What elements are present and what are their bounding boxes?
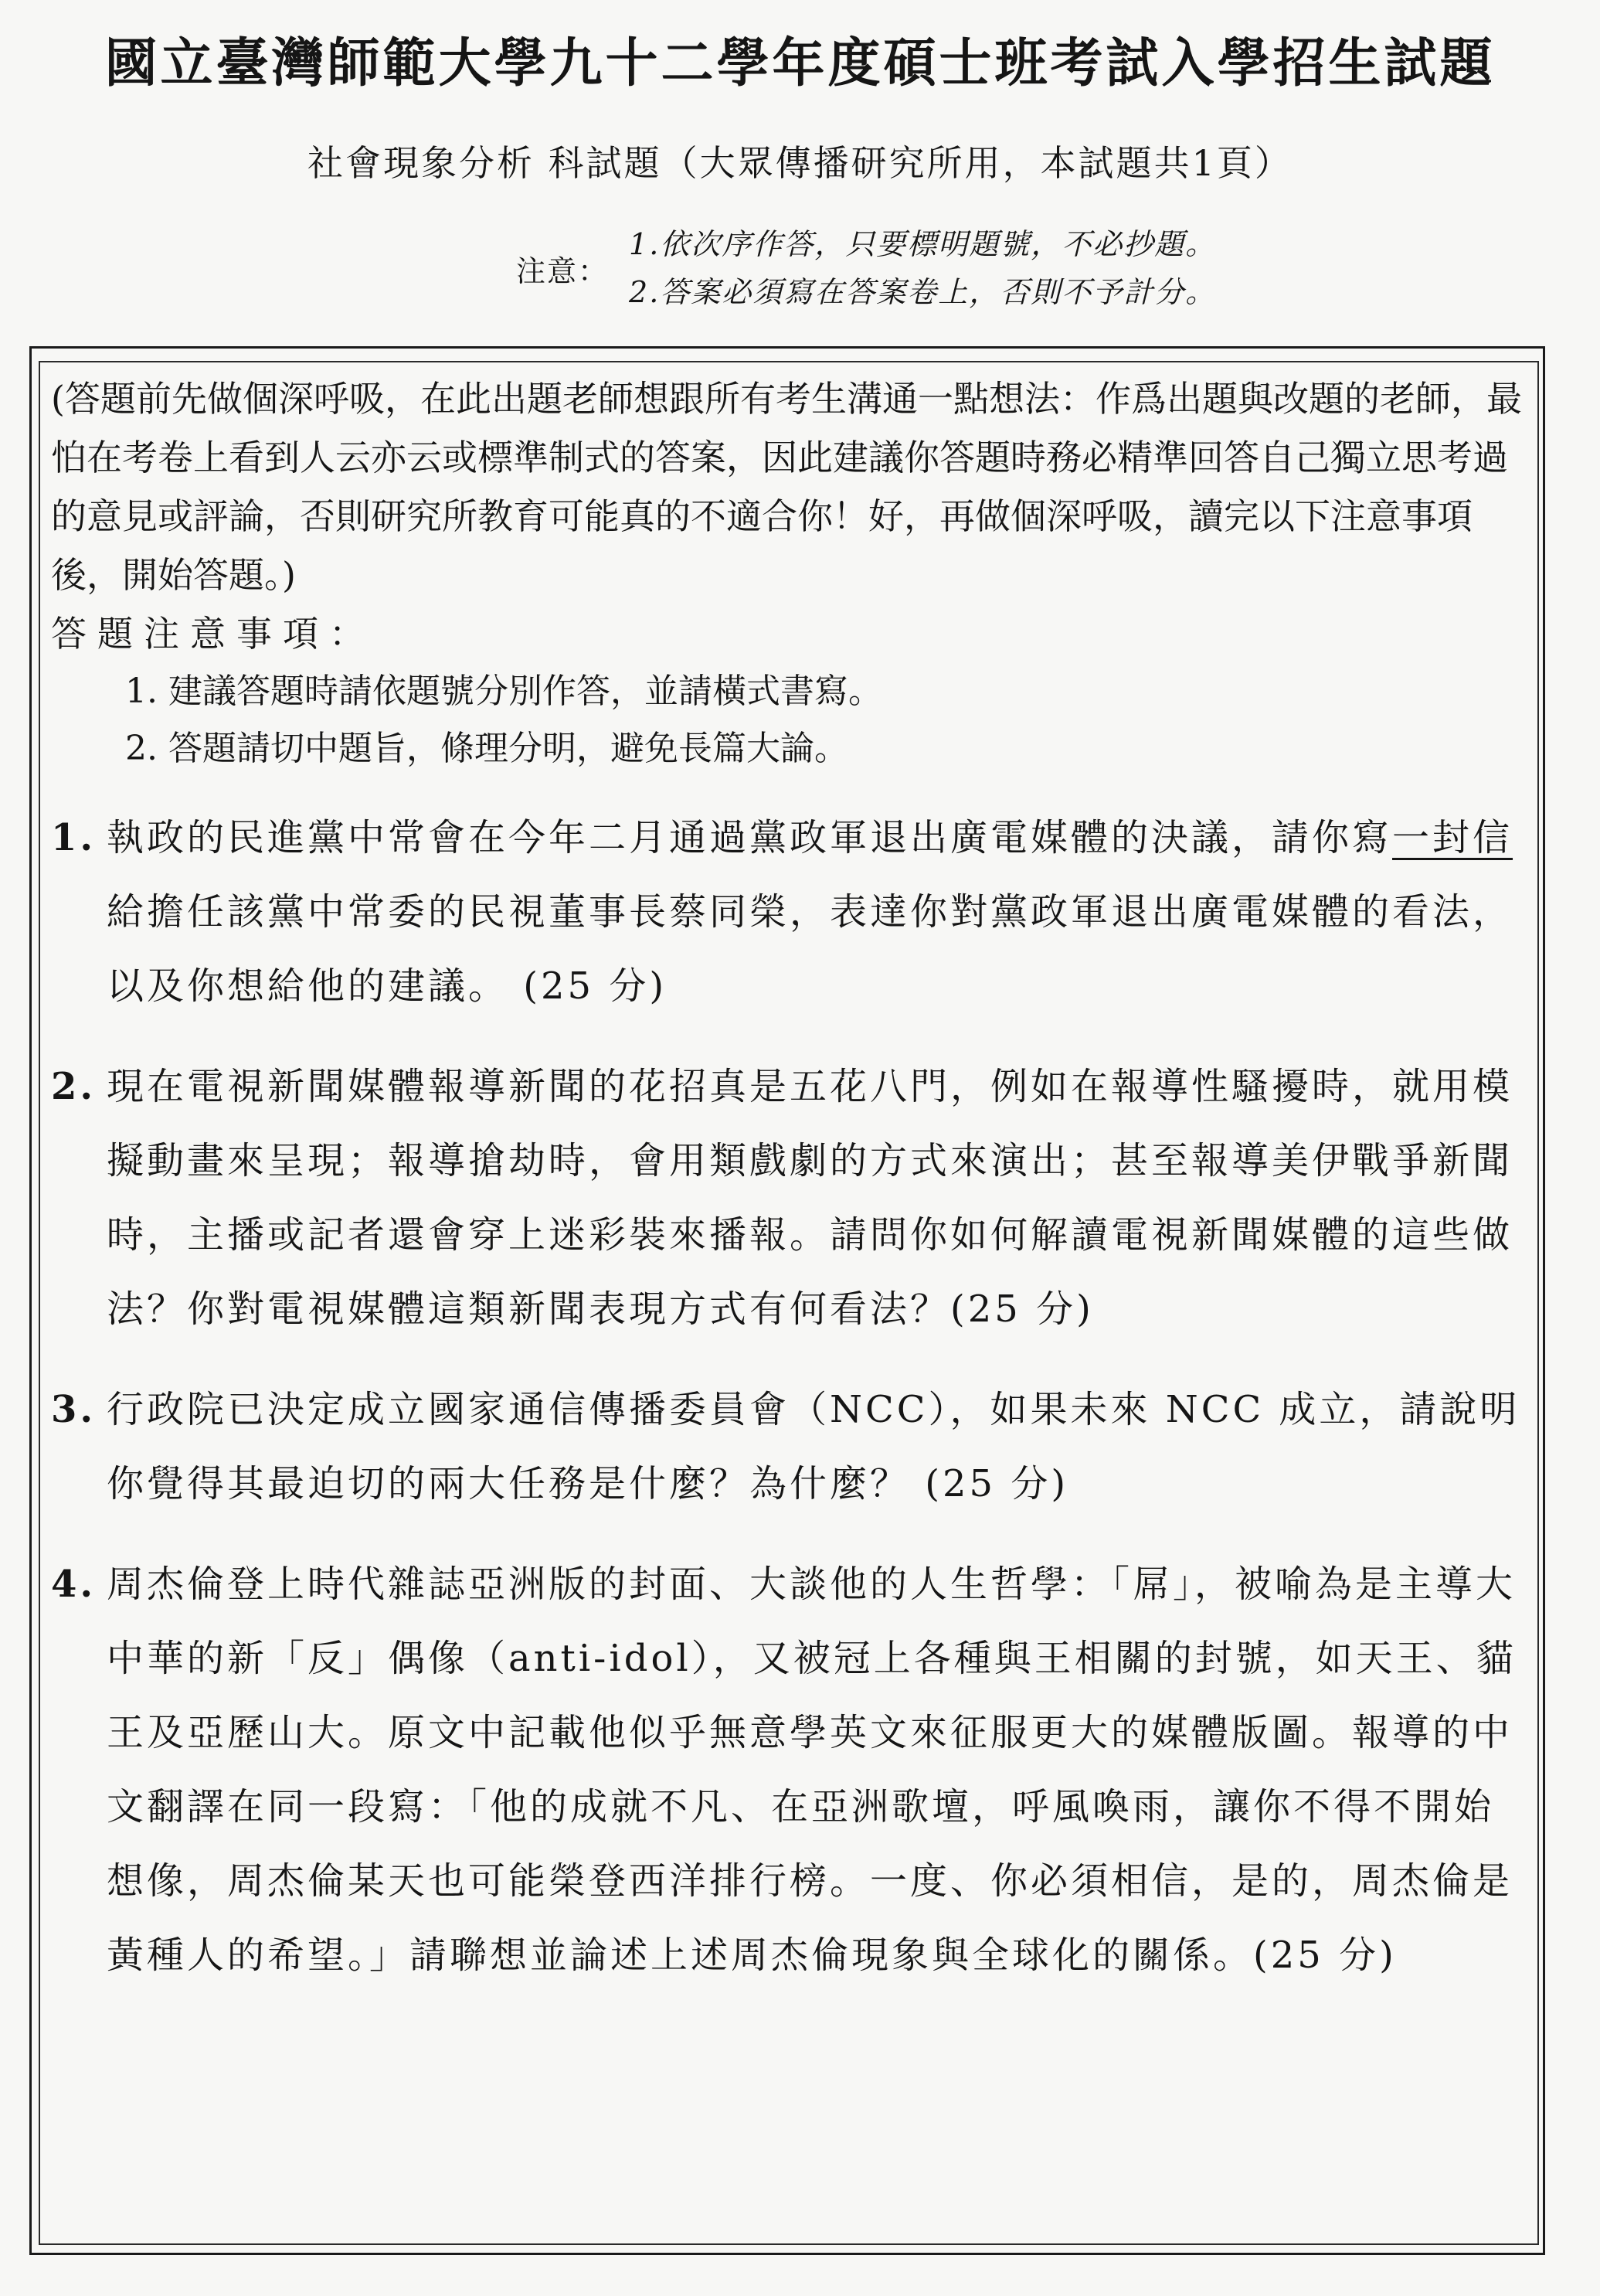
exam-content (51, 369, 1527, 2019)
notice-label: 注意： (516, 253, 610, 288)
notice-item: 2.答案必須寫在答案卷上，否則不予計分。 (629, 275, 1217, 309)
notice-list (629, 220, 1216, 316)
question-text-part: 給擔任該黨中常委的民視董事長蔡同榮，表達你對黨政軍退出廣電媒體的看法，以及你想給他的建議。 (25 分) (107, 890, 1513, 1008)
question-text: 行政院已決定成立國家通信傳播委員會（NCC），如果未來 NCC 成立，請說明你覺得其最迫切的兩大任務是什麼？為什麼？ (25 分) (107, 1388, 1520, 1505)
question-4 (51, 1547, 1527, 1992)
question-3 (51, 1372, 1527, 1521)
question-text (107, 801, 1527, 1023)
question-2 (51, 1049, 1527, 1346)
question-number: 1. (51, 816, 97, 859)
guide-list (51, 663, 1527, 777)
guide-item: 1. 建議答題時請依題號分別作答，並請橫式書寫。 (125, 672, 882, 711)
guide-heading: 答題注意事項： (51, 613, 375, 655)
question-number: 4. (51, 1563, 97, 1606)
question-text: 現在電視新聞媒體報導新聞的花招真是五花八門，例如在報導性騷擾時，就用模擬動畫來呈現；報導搶劫時，會用類戲劇的方式來演出；甚至報導美伊戰爭新聞時，主播或記者還會穿上迷彩裝來播報。請問你如何解讀電視新聞媒體的這些做法？你對電視媒體這類新聞表現方式有何看法？(25 分) (107, 1065, 1513, 1331)
question-text: 周杰倫登上時代雜誌亞洲版的封面、大談他的人生哲學：「屌」，被喻為是主導大中華的新「反」偶像（anti-idol），又被冠上各種與王相關的封號，如天王、貓王及亞歷山大。原文中記載他似乎無意學英文來征服更大的媒體版圖。報導的中文翻譯在同一段寫：「他的成就不凡、在亞洲歌壇，呼風喚雨，讓你不得不開始想像，周杰倫某天也可能榮登西洋排行榜。一度、你必須相信，是的，周杰倫是黃種人的希望。」請聯想並論述上述周杰倫現象與全球化的關係。(25 分) (107, 1563, 1517, 1977)
question-list (51, 801, 1527, 1992)
question-1 (51, 801, 1527, 1023)
exam-subtitle: 社會現象分析 科試題（大眾傳播研究所用，本試題共1頁） (307, 142, 1293, 184)
exam-title: 國立臺灣師範大學九十二學年度碩士班考試入學招生試題 (104, 32, 1496, 94)
notice-item: 1.依次序作答，只要標明題號，不必抄題。 (629, 227, 1217, 261)
guide-item: 2. 答題請切中題旨，條理分明，避免長篇大論。 (125, 729, 848, 768)
question-text-part: 執政的民進黨中常會在今年二月通過黨政軍退出廣電媒體的決議，請你寫 (107, 816, 1393, 859)
question-number: 3. (51, 1388, 97, 1431)
question-number: 2. (51, 1065, 97, 1108)
notice-block (516, 220, 1216, 316)
intro-paragraph: (答題前先做個深呼吸，在此出題老師想跟所有考生溝通一點想法：作爲出題與改題的老師，最怕在考卷上看到人云亦云或標準制式的答案，因此建議你答題時務必精準回答自己獨立思考過的意見或評論，否則研究所教育可能真的不適合你！好，再做個深呼吸，讀完以下注意事項後，開始答題。) (51, 378, 1522, 596)
underlined-phrase: 一封信 (1392, 816, 1513, 859)
